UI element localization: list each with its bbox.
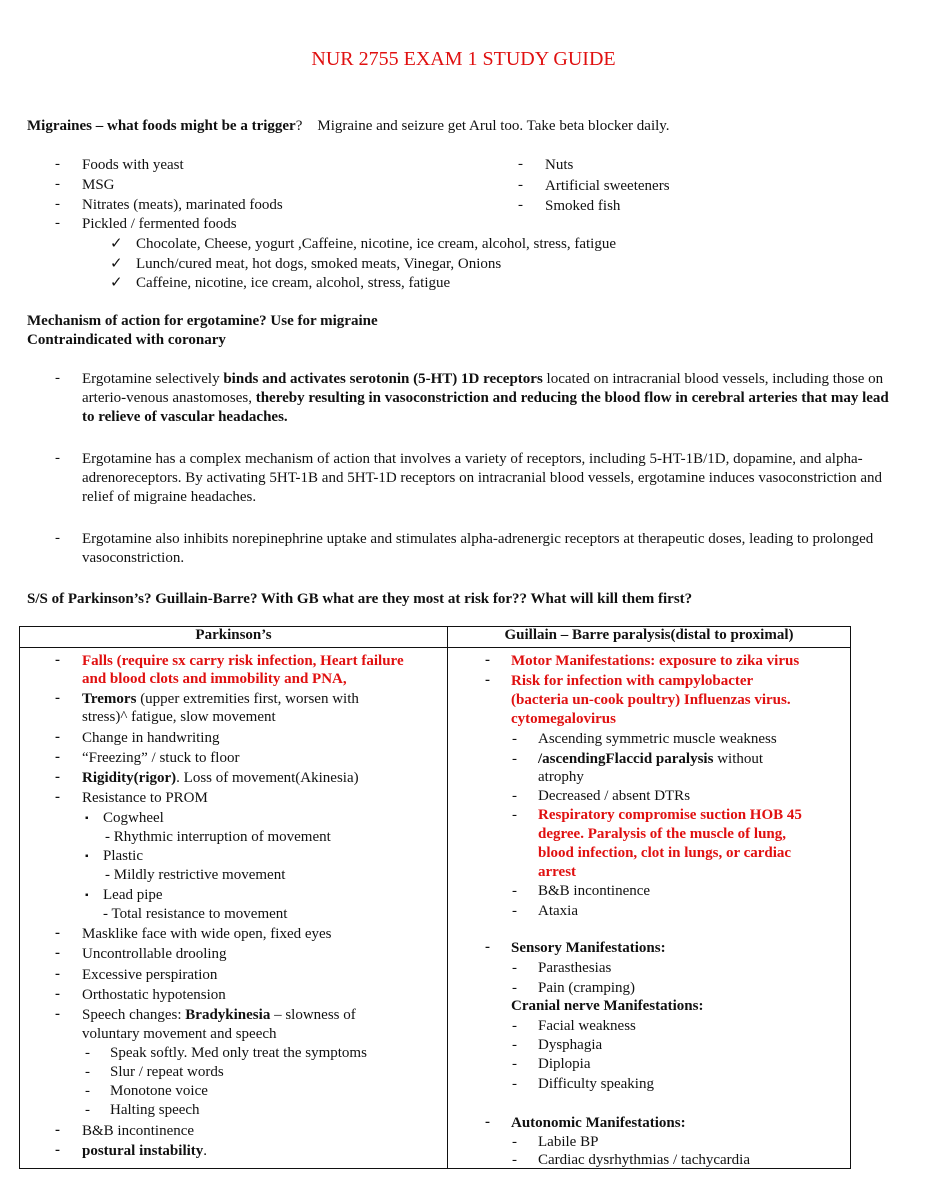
migraine-right-item: Smoked fish bbox=[545, 198, 621, 214]
list-item bbox=[82, 1006, 356, 1025]
sub-item: arrest bbox=[538, 864, 577, 880]
sub-item: atrophy bbox=[538, 769, 584, 785]
sub-item: Dysphagia bbox=[538, 1037, 603, 1053]
guillain-barre-cell bbox=[448, 648, 851, 1169]
sub-item: B&B incontinence bbox=[538, 883, 651, 899]
list-item: Falls (require sx carry risk infection, Heart failure bbox=[82, 653, 404, 669]
list-item: “Freezing” / stuck to floor bbox=[82, 750, 240, 766]
sub-item: Decreased / absent DTRs bbox=[538, 788, 691, 804]
check-item bbox=[110, 235, 616, 254]
dash-bullet: - bbox=[512, 883, 517, 899]
migraine-left-item: Pickled / fermented foods bbox=[82, 216, 237, 232]
migraine-question-line bbox=[27, 117, 670, 136]
migraine-note: Migraine and seizure get Arul too. Take beta blocker daily. bbox=[317, 118, 670, 134]
square-bullet-icon: ▪ bbox=[85, 890, 89, 901]
dash-bullet: - bbox=[55, 156, 60, 172]
sub-item: Monotone voice bbox=[110, 1083, 208, 1099]
check-item bbox=[110, 255, 501, 274]
list-item: (bacteria un-cook poultry) Influenzas virus. bbox=[511, 692, 791, 708]
bullet: - bbox=[485, 1114, 490, 1130]
sub-item: Slur / repeat words bbox=[110, 1064, 224, 1080]
sub-item: Cardiac dysrhythmias / tachycardia bbox=[538, 1152, 751, 1168]
bullet: - bbox=[55, 749, 60, 765]
list-item: Orthostatic hypotension bbox=[82, 987, 226, 1003]
dash-bullet: - bbox=[512, 751, 517, 767]
sub-item: Parasthesias bbox=[538, 960, 612, 976]
dash-bullet: - bbox=[512, 903, 517, 919]
page-title: NUR 2755 EXAM 1 STUDY GUIDE bbox=[311, 48, 616, 70]
text-run-bold: binds and activates serotonin (5-HT) 1D receptors bbox=[223, 371, 543, 387]
bullet: - bbox=[55, 652, 60, 668]
text-run: without bbox=[713, 751, 764, 767]
dash-bullet: - bbox=[512, 1056, 517, 1072]
text-run: located on intracranial blood vessels, including those on arterio-venous anastomoses, bbox=[82, 371, 884, 406]
text-run: Speech changes: bbox=[82, 1007, 186, 1023]
checkmark-icon: ✓ bbox=[110, 236, 123, 252]
bullet: - bbox=[55, 769, 60, 785]
list-item: voluntary movement and speech bbox=[82, 1026, 277, 1042]
sub-item: blood infection, clot in lungs, or cardiac bbox=[538, 845, 792, 861]
square-bullet-icon: ▪ bbox=[85, 851, 89, 862]
sub-item: Labile BP bbox=[538, 1134, 599, 1150]
bullet: - bbox=[55, 1142, 60, 1158]
sub-item bbox=[538, 750, 763, 769]
text-run: – slowness of bbox=[270, 1007, 356, 1023]
check-item-text: Caffeine, nicotine, ice cream, alcohol, stress, fatigue bbox=[136, 275, 451, 291]
migraine-question: Migraines – what foods might be a trigger bbox=[27, 118, 296, 134]
bullet: - bbox=[55, 729, 60, 745]
dash-bullet: - bbox=[512, 1152, 517, 1168]
sub-item-detail: - Rhythmic interruption of movement bbox=[105, 829, 331, 845]
ergotamine-contraindication: Contraindicated with coronary bbox=[27, 332, 226, 348]
text-run-bold: thereby resulting in vasoconstriction and reducing the blood flow in cerebral arteries that may lead to relieve of vascular headaches. bbox=[82, 390, 889, 425]
list-item: B&B incontinence bbox=[82, 1123, 195, 1139]
list-item: Uncontrollable drooling bbox=[82, 946, 227, 962]
bullet: - bbox=[55, 945, 60, 961]
dash-bullet: - bbox=[55, 196, 60, 212]
dash-bullet: - bbox=[55, 530, 60, 546]
bullet: - bbox=[485, 672, 490, 688]
dash-bullet: - bbox=[512, 807, 517, 823]
sub-item: Speak softly. Med only treat the symptoms bbox=[110, 1045, 367, 1061]
text-run: . Loss of movement(Akinesia) bbox=[176, 770, 359, 786]
dash-bullet: - bbox=[85, 1064, 90, 1080]
text-run-bold: Rigidity(rigor) bbox=[82, 770, 177, 786]
sub-item-detail: - Total resistance to movement bbox=[103, 906, 288, 922]
check-item-text: Lunch/cured meat, hot dogs, smoked meats, Vinegar, Onions bbox=[136, 256, 502, 272]
bullet: - bbox=[55, 986, 60, 1002]
bullet: - bbox=[55, 966, 60, 982]
bullet: - bbox=[55, 789, 60, 805]
sub-item: Halting speech bbox=[110, 1102, 200, 1118]
section-label: Sensory Manifestations: bbox=[511, 940, 666, 956]
col-header-parkinsons: Parkinson’s bbox=[20, 627, 448, 648]
list-item: stress)^ fatigue, slow movement bbox=[82, 709, 276, 725]
dash-bullet: - bbox=[55, 370, 60, 386]
section-label: Cranial nerve Manifestations: bbox=[511, 998, 704, 1014]
ergotamine-paragraph-3: Ergotamine also inhibits norepinephrine uptake and stimulates alpha-adrenergic receptors at therapeutic doses, leading to prolonged vasoconstriction. bbox=[82, 531, 874, 566]
text-run-bold: Tremors bbox=[82, 691, 137, 707]
sub-item: Pain (cramping) bbox=[538, 980, 636, 996]
text-run-bold: Bradykinesia bbox=[185, 1007, 271, 1023]
dash-bullet: - bbox=[85, 1083, 90, 1099]
sub-item: Diplopia bbox=[538, 1056, 591, 1072]
text-run-bold: postural instability bbox=[82, 1143, 204, 1159]
bullet: - bbox=[55, 925, 60, 941]
dash-bullet: - bbox=[85, 1045, 90, 1061]
list-item: Masklike face with wide open, fixed eyes bbox=[82, 926, 332, 942]
list-item: Change in handwriting bbox=[82, 730, 220, 746]
check-item bbox=[110, 274, 450, 293]
list-item bbox=[82, 769, 359, 788]
sub-item: Respiratory compromise suction HOB 45 bbox=[538, 807, 802, 823]
migraine-right-item: Artificial sweeteners bbox=[545, 178, 670, 194]
migraine-left-item: Nitrates (meats), marinated foods bbox=[82, 197, 283, 213]
text-run: (upper extremities first, worsen with bbox=[136, 691, 359, 707]
dash-bullet: - bbox=[512, 1134, 517, 1150]
dash-bullet: - bbox=[512, 731, 517, 747]
sub-item: Plastic bbox=[103, 848, 143, 864]
text-run: Ergotamine selectively bbox=[82, 371, 224, 387]
text-run: . bbox=[203, 1143, 208, 1159]
bullet: - bbox=[55, 690, 60, 706]
ergotamine-heading: Mechanism of action for ergotamine? Use for migraine bbox=[27, 313, 378, 329]
list-item: Excessive perspiration bbox=[82, 967, 218, 983]
migraine-left-item: Foods with yeast bbox=[82, 157, 184, 173]
sub-item: Lead pipe bbox=[103, 887, 163, 903]
list-item: cytomegalovirus bbox=[511, 711, 616, 727]
list-item: Motor Manifestations: exposure to zika virus bbox=[511, 653, 800, 669]
list-item bbox=[82, 1142, 207, 1161]
dash-bullet: - bbox=[512, 960, 517, 976]
square-bullet-icon: ▪ bbox=[85, 813, 89, 824]
ergotamine-paragraph-1 bbox=[82, 370, 902, 427]
list-item bbox=[82, 690, 359, 709]
sub-item-detail: - Mildly restrictive movement bbox=[105, 867, 286, 883]
dash-bullet: - bbox=[512, 1037, 517, 1053]
sub-item: Facial weakness bbox=[538, 1018, 636, 1034]
migraine-left-item: MSG bbox=[82, 177, 115, 193]
dash-bullet: - bbox=[512, 788, 517, 804]
checkmark-icon: ✓ bbox=[110, 256, 123, 272]
migraine-right-item: Nuts bbox=[545, 157, 574, 173]
dash-bullet: - bbox=[518, 156, 523, 172]
bullet: - bbox=[485, 939, 490, 955]
list-item: and blood clots and immobility and PNA, bbox=[82, 671, 347, 687]
bullet: - bbox=[55, 1006, 60, 1022]
bullet: - bbox=[55, 1122, 60, 1138]
bullet: - bbox=[485, 652, 490, 668]
ergotamine-paragraph-2: Ergotamine has a complex mechanism of action that involves a variety of receptors, including 5-HT-1B/1D, dopamine, and alpha-adrenoreceptors. By activating 5HT-1B and 5HT-1D receptors on intracranial blood vessels, ergotamine induces vasoconstriction and relief of migraine headaches. bbox=[82, 451, 883, 505]
symptoms-table bbox=[19, 626, 851, 1169]
dash-bullet: - bbox=[55, 215, 60, 231]
list-item: Risk for infection with campylobacter bbox=[511, 673, 754, 689]
dash-bullet: - bbox=[518, 197, 523, 213]
sub-item: degree. Paralysis of the muscle of lung, bbox=[538, 826, 787, 842]
sub-item: Ataxia bbox=[538, 903, 578, 919]
migraine-question-mark: ? bbox=[295, 118, 303, 134]
sub-item: Cogwheel bbox=[103, 810, 164, 826]
dash-bullet: - bbox=[512, 1018, 517, 1034]
dash-bullet: - bbox=[85, 1102, 90, 1118]
checkmark-icon: ✓ bbox=[110, 275, 123, 291]
dash-bullet: - bbox=[512, 1076, 517, 1092]
dash-bullet: - bbox=[518, 177, 523, 193]
text-run-bold: /ascendingFlaccid paralysis bbox=[538, 751, 714, 767]
dash-bullet: - bbox=[55, 176, 60, 192]
section-label: Autonomic Manifestations: bbox=[511, 1115, 686, 1131]
dash-bullet: - bbox=[55, 450, 60, 466]
check-item-text: Chocolate, Cheese, yogurt ,Caffeine, nicotine, ice cream, alcohol, stress, fatigue bbox=[136, 236, 616, 252]
sub-item: Difficulty speaking bbox=[538, 1076, 654, 1092]
list-item: Resistance to PROM bbox=[82, 790, 208, 806]
col-header-guillain-barre: Guillain – Barre paralysis(distal to proximal) bbox=[448, 627, 851, 648]
sub-item: Ascending symmetric muscle weakness bbox=[538, 731, 777, 747]
parkinsons-cell bbox=[20, 648, 448, 1169]
ss-heading: S/S of Parkinson’s? Guillain-Barre? With GB what are they most at risk for?? What will kill them first? bbox=[27, 591, 693, 607]
dash-bullet: - bbox=[512, 980, 517, 996]
